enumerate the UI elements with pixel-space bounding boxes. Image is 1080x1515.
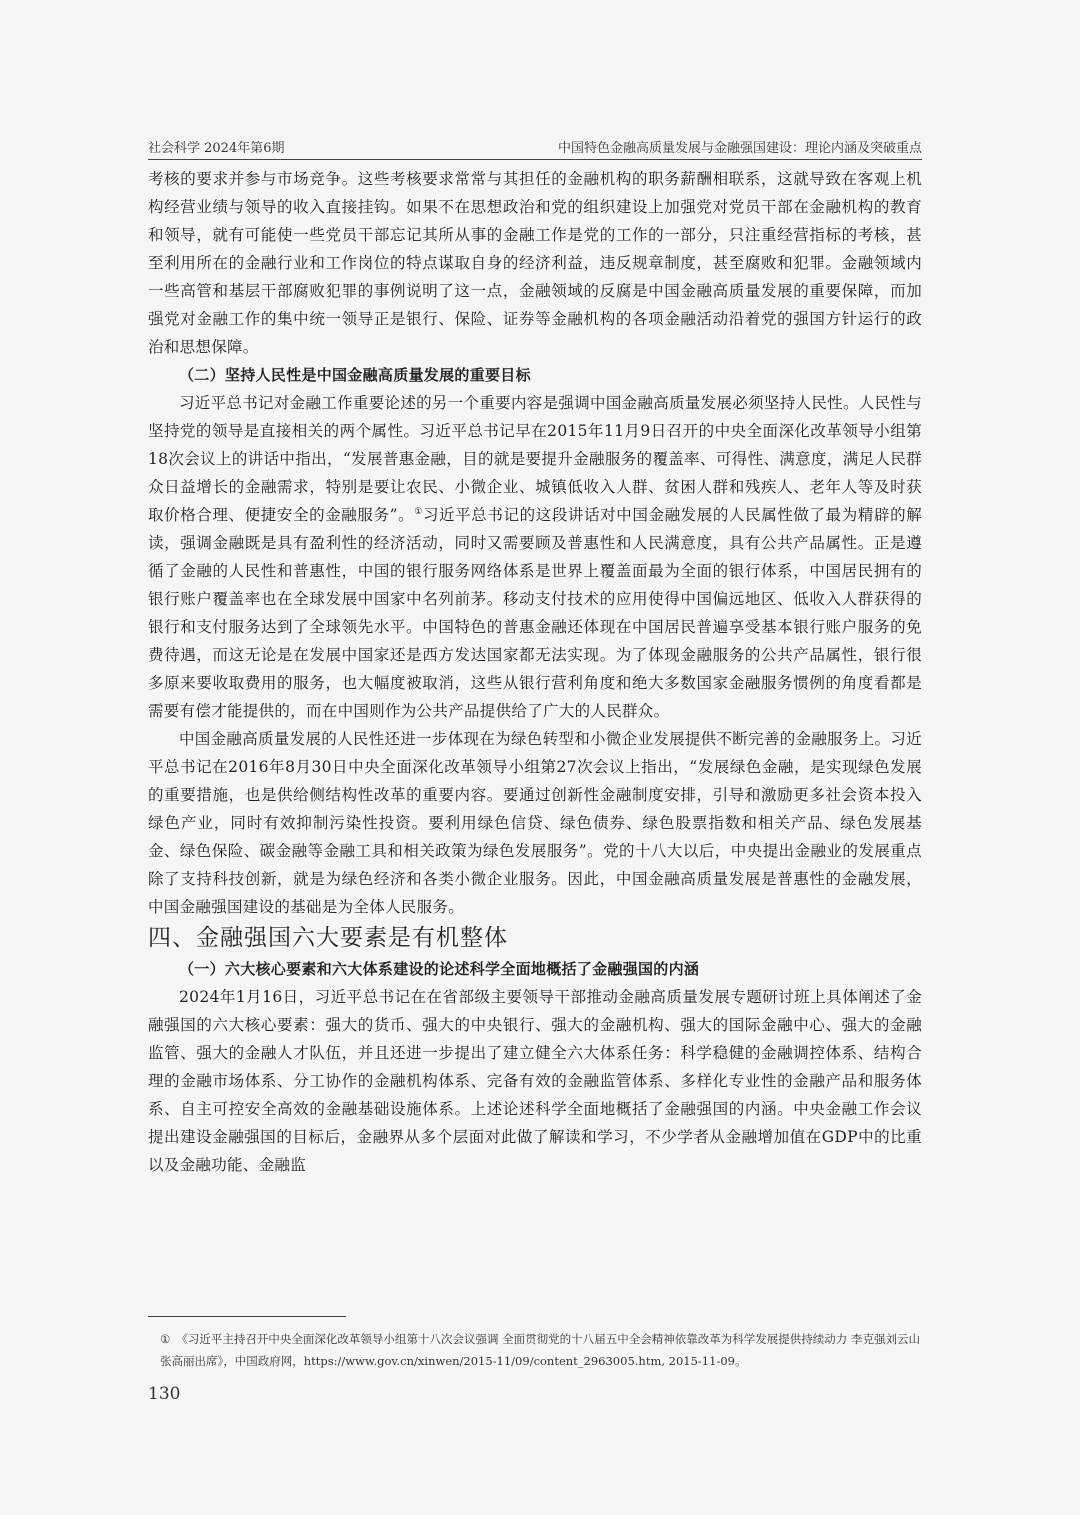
paragraph-text: 习近平总书记的这段讲话对中国金融发展的人民属性做了最为精辟的解读，强调金融既是具有盈利性的经济活动，同时又需要顾及普惠性和人民满意度，具有公共产品属性。正是遵循了金融的人民性和普惠性，中国的银行服务网络体系是世界上覆盖面最为全面的银行体系，中国居民拥有的银行账户覆盖率也在全球发展中国家中名列前茅。移动支付技术的应用使得中国偏远地区、低收入人群获得的银行和支付服务达到了全球领先水平。中国特色的普惠金融还体现在中国居民普遍享受基本银行账户服务的免费待遇，而这无论是在发展中国家还是西方发达国家都无法实现。为了体现金融服务的公共产品属性，银行很多原来要收取费用的服务，也大幅度被取消，这些从银行营利角度和绝大多数国家金融服务惯例的角度看都是需要有偿才能提供的，而在中国则作为公共产品提供给了广大的人民群众。 — [148, 506, 922, 720]
paragraph-continued: 考核的要求并参与市场竞争。这些考核要求常常与其担任的金融机构的职务薪酬相联系，这就导致在客观上机构经营业绩与领导的收入直接挂钩。如果不在思想政治和党的组织建设上加强党对党员干部在金融机构的教育和领导，就有可能使一些党员干部忘记其所从事的金融工作是党的工作的一部分，只注重经营指标的考核，甚至利用所在的金融行业和工作岗位的特点谋取自身的经济利益，违反规章制度，甚至腐败和犯罪。金融领域内一些高管和基层干部腐败犯罪的事例说明了这一点，金融领域的反腐是中国金融高质量发展的重要保障，而加强党对金融工作的集中统一领导正是银行、保险、证券等金融机构的各项金融活动沿着党的强国方针运行的政治和思想保障。 — [148, 170, 922, 356]
paragraph-people-orientation — [148, 389, 922, 725]
footnote — [160, 1328, 920, 1372]
footnote-ref[interactable]: ① — [414, 506, 423, 517]
header-rule — [148, 159, 922, 160]
page-number: 130 — [148, 1384, 181, 1404]
article-body — [148, 165, 922, 1179]
section-heading-4: 四、金融强国六大要素是有机整体 — [148, 925, 508, 951]
running-header — [148, 137, 922, 156]
paragraph-six-elements: 2024年1月16日，习近平总书记在在省部级主要领导干部推动金融高质量发展专题研讨班上具体阐述了金融强国的六大核心要素：强大的货币、强大的中央银行、强大的金融机构、强大的国际金融中心、强大的金融监管、强大的金融人才队伍，并且还进一步提出了建立健全六大体系任务：科学稳健的金融调控体系、结构合理的金融市场体系、分工协作的金融机构体系、完备有效的金融监管体系、多样化专业性的金融产品和服务体系、自主可控安全高效的金融基础设施体系。上述论述科学全面地概括了金融强国的内涵。中央金融工作会议提出建设金融强国的目标后，金融界从多个层面对此做了解读和学习，不少学者从金融增加值在GDP中的比重以及金融功能、金融监 — [148, 988, 922, 1174]
footnote-mark: ① — [160, 1332, 171, 1346]
journal-issue: 社会科学 2024年第6期 — [148, 141, 285, 156]
subheading-4-1: （一）六大核心要素和六大体系建设的论述科学全面地概括了金融强国的内涵 — [179, 960, 700, 978]
subheading-2: （二）坚持人民性是中国金融高质量发展的重要目标 — [179, 366, 531, 384]
footnote-rule — [148, 1316, 346, 1317]
article-short-title: 中国特色金融高质量发展与金融强国建设：理论内涵及突破重点 — [557, 141, 922, 156]
footnote-text: 《习近平主持召开中央全面深化改革领导小组第十八次会议强调 全面贯彻党的十八届五中全会精神依靠改革为科学发展提供持续动力 李克强刘云山张高丽出席》，中国政府网，https://www.gov.cn/xinwen/2015-11/09/content_2963005.htm, 2015-11-09。 — [160, 1332, 921, 1368]
paragraph-text: 习近平总书记对金融工作重要论述的另一个重要内容是强调中国金融高质量发展必须坚持人民性。人民性与坚持党的领导是直接相关的两个属性。习近平总书记早在2015年11月9日召开的中央全面深化改革领导小组第18次会议上的讲话中指出，“发展普惠金融，目的就是要提升金融服务的覆盖率、可得性、满意度，满足人民群众日益增长的金融需求，特别是要让农民、小微企业、城镇低收入人群、贫困人群和残疾人、老年人等及时获取价格合理、便捷安全的金融服务”。 — [148, 394, 922, 524]
paragraph-green-finance: 中国金融高质量发展的人民性还进一步体现在为绿色转型和小微企业发展提供不断完善的金融服务上。习近平总书记在2016年8月30日中央全面深化改革领导小组第27次会议上指出，“发展绿色金融，是实现绿色发展的重要措施，也是供给侧结构性改革的重要内容。要通过创新性金融制度安排，引导和激励更多社会资本投入绿色产业，同时有效抑制污染性投资。要利用绿色信贷、绿色债券、绿色股票指数和相关产品、绿色发展基金、绿色保险、碳金融等金融工具和相关政策为绿色发展服务”。党的十八大以后，中央提出金融业的发展重点除了支持科技创新，就是为绿色经济和各类小微企业服务。因此，中国金融高质量发展是普惠性的金融发展，中国金融强国建设的基础是为全体人民服务。 — [148, 730, 922, 916]
